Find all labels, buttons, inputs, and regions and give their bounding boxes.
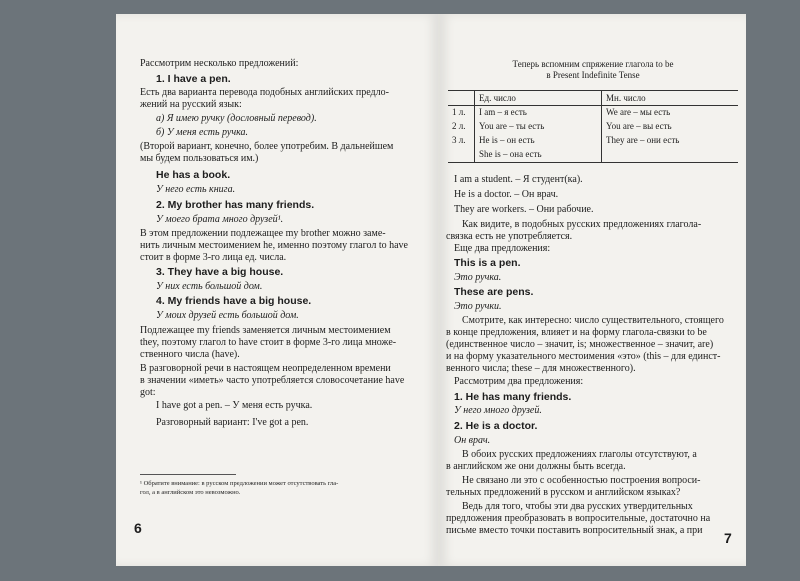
right-text-line: в английском же они должны быть всегда.	[446, 461, 626, 472]
right-text-line: В обоих русских предложениях глаголы отсутствуют, а	[462, 449, 697, 460]
plural-cell: You are – вы есть	[606, 121, 672, 131]
footnote-line: гол, а в английском это невозможно.	[140, 489, 241, 496]
singular-cell: I am – я есть	[475, 106, 602, 121]
right-text-line: Это ручки.	[454, 301, 502, 312]
left-text-line: мы будем пользоваться им.)	[140, 153, 259, 164]
plural-cell	[602, 148, 739, 163]
right-text-line: Рассмотрим два предложения:	[454, 376, 584, 387]
left-text-line: got:	[140, 387, 156, 398]
right-text-line: тельных предложений в русском и английском языках?	[446, 487, 681, 498]
table-header-plural: Мн. число	[602, 91, 739, 106]
left-text-line: в значении «иметь» часто употребляется словосочетание have	[140, 375, 405, 386]
right-page	[440, 14, 746, 566]
left-text-line: У них есть большой дом.	[156, 281, 263, 292]
left-text-line: ственного числа (have).	[140, 349, 240, 360]
left-text-line: У моих друзей есть большой дом.	[156, 310, 299, 321]
right-text-line: Он врач.	[454, 435, 491, 446]
right-text-line: These are pens.	[454, 286, 534, 298]
left-text-line: (Второй вариант, конечно, более употребим. В дальнейшем	[140, 141, 394, 152]
left-text-line: В разговорной речи в настоящем неопределенном времени	[140, 363, 391, 374]
table-header-singular: Ед. число	[475, 91, 602, 106]
left-text-line: 2. My brother has many friends.	[156, 199, 315, 211]
left-text-line: 4. My friends have a big house.	[156, 295, 312, 307]
right-text-line: венного числа; these – для множественного).	[446, 363, 636, 374]
left-text-line: а) Я имею ручку (дословный перевод).	[156, 113, 317, 124]
right-text-line: в конце предложения, влияет и на форму глагола-связки to be	[446, 327, 707, 338]
page-number-left: 6	[134, 520, 142, 536]
left-text-line: Разговорный вариант: I've got a pen.	[156, 417, 309, 428]
table-title-line-2: в Present Indefinite Tense	[546, 70, 640, 80]
right-text-line: He is a doctor. – Он врач.	[454, 189, 559, 200]
right-text-line: Как видите, в подобных русских предложениях глагола-	[462, 219, 702, 230]
left-text-line: жений на русский язык:	[140, 99, 242, 110]
right-text-line: Ведь для того, чтобы эти два русских утвердительных	[462, 501, 693, 512]
person-cell: 3 л.	[448, 134, 475, 148]
conjugation-table	[448, 90, 738, 163]
right-text-line: Это ручка.	[454, 272, 502, 283]
right-text-line: У него много друзей.	[454, 405, 542, 416]
left-text-line: нить личным местоимением he, именно поэтому глагол to have	[140, 240, 408, 251]
left-text-line: У него есть книга.	[156, 184, 236, 195]
left-text-line: У моего брата много друзей¹.	[156, 214, 284, 225]
right-text-line: и на форму указательного местоимения «это» (this – для единст-	[446, 351, 721, 362]
left-text-line: Подлежащее my friends заменяется личным местоимением	[140, 325, 391, 336]
singular-cell: You are – ты есть	[475, 120, 602, 134]
person-cell: 2 л.	[448, 120, 475, 134]
right-text-line: This is a pen.	[454, 257, 521, 269]
person-cell	[448, 148, 475, 163]
left-text-line: they, поэтому глагол to have стоит в форме 3-го лица множе-	[140, 337, 397, 348]
left-text-line: Есть два варианта перевода подобных английских предло-	[140, 87, 389, 98]
left-text-line: Рассмотрим несколько предложений:	[140, 58, 299, 69]
table-header-row	[448, 91, 738, 106]
page-number-right: 7	[724, 530, 732, 546]
table-header-person	[448, 91, 475, 106]
right-text-line: 1. He has many friends.	[454, 391, 572, 403]
right-text-line: Не связано ли это с особенностью построения вопроси-	[462, 475, 701, 486]
left-page	[116, 14, 438, 566]
singular-cell: She is – она есть	[475, 148, 602, 163]
singular-cell: He is – он есть	[475, 134, 602, 148]
right-text-line: предложения преобразовать в вопросительные, достаточно на	[446, 513, 711, 524]
table-title-line-1: Теперь вспомним спряжение глагола to be	[512, 59, 674, 69]
left-text-line: б) У меня есть ручка.	[156, 127, 249, 138]
table-row	[448, 106, 738, 121]
right-text-line: связка есть не употребляется.	[446, 231, 573, 242]
right-text-line: (единственное число – значит, is; множественное – значит, are)	[446, 339, 714, 350]
left-text-line: В этом предложении подлежащее my brother можно заме-	[140, 228, 386, 239]
right-text-line: Еще два предложения:	[454, 243, 551, 254]
footnote-line: ¹ Обратите внимание: в русском предложении может отсутствовать гла-	[140, 480, 339, 487]
plural-cell: We are – мы есть	[606, 107, 671, 117]
plural-cell: They are – они есть	[606, 135, 680, 145]
person-cell: 1 л.	[448, 106, 475, 121]
footnote-rule	[140, 474, 236, 475]
right-text-line: They are workers. – Они рабочие.	[454, 204, 594, 215]
table-row	[448, 134, 738, 148]
left-text-line: 3. They have a big house.	[156, 266, 284, 278]
right-text-line: письме вместо точки поставить вопросительный знак, а при	[446, 525, 703, 536]
left-text-line: I have got a pen. – У меня есть ручка.	[156, 400, 313, 411]
right-text-line: I am a student. – Я студент(ка).	[454, 174, 583, 185]
left-text-line: He has a book.	[156, 169, 231, 181]
table-row	[448, 148, 738, 163]
left-text-line: стоит в форме 3-го лица ед. числа.	[140, 252, 287, 263]
table-row	[448, 120, 738, 134]
right-text-line: 2. He is a doctor.	[454, 420, 538, 432]
left-text-line: 1. I have a pen.	[156, 73, 231, 85]
right-text-line: Смотрите, как интересно: число существительного, стоящего	[462, 315, 724, 326]
